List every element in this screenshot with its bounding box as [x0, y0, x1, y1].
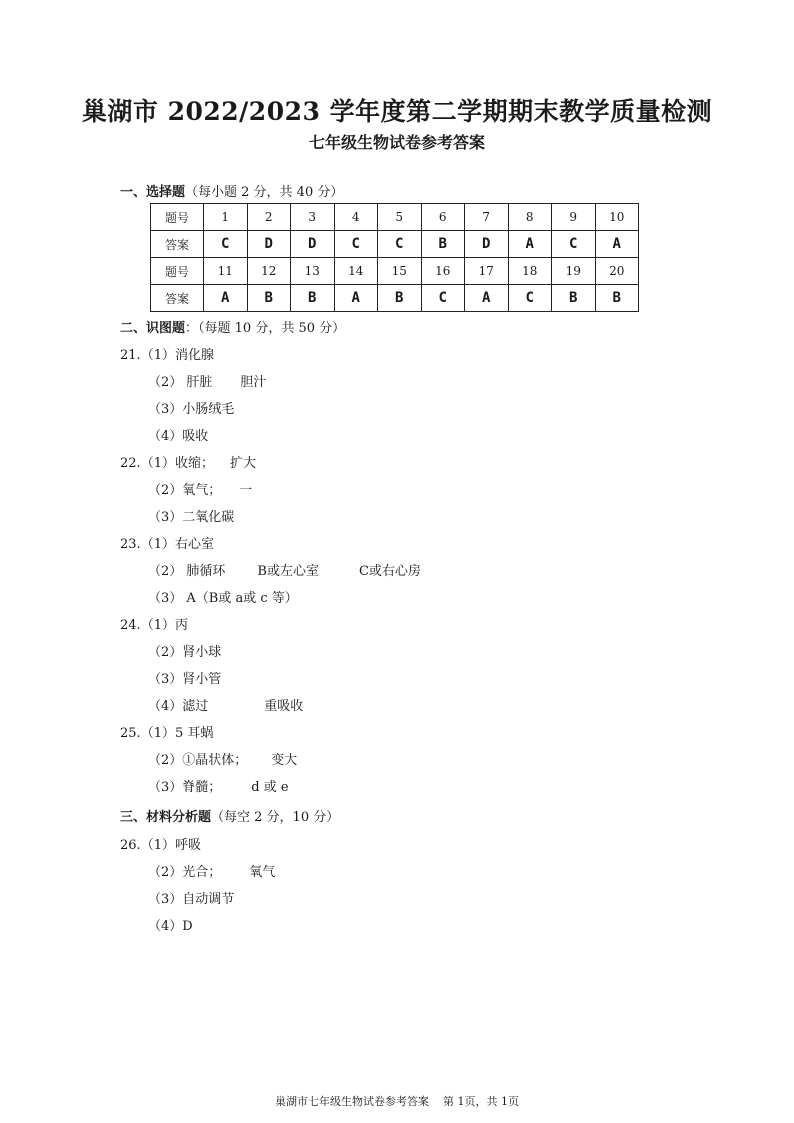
- section-3-heading: [120, 806, 339, 825]
- question-number: 20: [595, 258, 639, 285]
- question-number: 19: [552, 258, 596, 285]
- answer-cell: C: [334, 231, 378, 258]
- section-1-note: （每小题 2 分，共 40 分）: [185, 185, 344, 200]
- section-2-note: ：（每题 10 分，共 50 分）: [185, 321, 346, 336]
- question-number: 11: [204, 258, 248, 285]
- answer-text: （4）D: [148, 919, 193, 934]
- question-number: 26.: [120, 838, 141, 853]
- answer-cell: D: [465, 231, 509, 258]
- answer-text: （1）收缩；: [140, 456, 214, 471]
- footer-text: 巢湖市七年级生物试卷参考答案: [275, 1095, 429, 1108]
- table-row: [151, 258, 639, 285]
- section-3-note: （每空 2 分，10 分）: [211, 810, 340, 825]
- answer-text: （2）氧气；: [148, 483, 222, 498]
- answer-line: [148, 371, 266, 390]
- question-number: 5: [378, 204, 422, 231]
- answer-cell: B: [421, 231, 465, 258]
- table-row: [151, 285, 639, 312]
- section-1-heading: [120, 181, 343, 200]
- question-number: 10: [595, 204, 639, 231]
- question-number: 7: [465, 204, 509, 231]
- answer-cell: C: [508, 285, 552, 312]
- answer-text: （1）丙: [140, 618, 188, 633]
- answer-cell: D: [291, 231, 335, 258]
- question-number: 13: [291, 258, 335, 285]
- answer-line: [148, 915, 193, 934]
- answer-text: （3）自动调节: [148, 892, 235, 907]
- answer-text: C或右心房: [358, 564, 421, 579]
- answer-text: （1）呼吸: [140, 838, 201, 853]
- row-label: 题号: [151, 258, 204, 285]
- question-number: 14: [334, 258, 378, 285]
- answer-text: 重吸收: [264, 699, 304, 714]
- section-2-heading: [120, 317, 345, 336]
- question-number: 6: [421, 204, 465, 231]
- answer-line: [148, 695, 303, 714]
- answer-line: [148, 668, 221, 687]
- answer-text: （3）二氧化碳: [148, 510, 235, 525]
- question-number: 2: [247, 204, 291, 231]
- answer-cell: A: [508, 231, 552, 258]
- answer-line: [148, 479, 252, 498]
- page-footer: [0, 1093, 794, 1109]
- question-number: 25.: [120, 726, 141, 741]
- answer-line: [120, 614, 188, 633]
- answer-cell: B: [552, 285, 596, 312]
- page-title: 巢湖市 2022/2023 学年度第二学期期末教学质量检测: [81, 97, 713, 126]
- answer-text: （3） A（B或 a或 c 等）: [148, 591, 298, 606]
- question-number: 12: [247, 258, 291, 285]
- question-number: 8: [508, 204, 552, 231]
- answer-cell: C: [378, 231, 422, 258]
- answer-text: （1）5 耳蜗: [140, 726, 214, 741]
- question-number: 4: [334, 204, 378, 231]
- answer-text: （3）小肠绒毛: [148, 402, 235, 417]
- page-number: 第 1页，共 1页: [443, 1095, 519, 1108]
- answer-text: 扩大: [229, 456, 256, 471]
- question-number: 23.: [120, 537, 141, 552]
- section-1-title: 一、选择题: [120, 185, 186, 200]
- answer-line: [148, 587, 298, 606]
- answer-cell: A: [334, 285, 378, 312]
- answer-text: d 或 e: [251, 780, 289, 795]
- answer-cell: C: [421, 285, 465, 312]
- row-label: 答案: [151, 231, 204, 258]
- row-label: 题号: [151, 204, 204, 231]
- answer-text: B或左心室: [257, 564, 319, 579]
- answer-text: （3）脊髓；: [148, 780, 222, 795]
- question-number: 3: [291, 204, 335, 231]
- answer-cell: D: [247, 231, 291, 258]
- answer-text: （2）肾小球: [148, 645, 222, 660]
- answer-line: [148, 888, 234, 907]
- answer-cell: B: [291, 285, 335, 312]
- question-number: 16: [421, 258, 465, 285]
- section-2-title: 二、识图题: [120, 321, 186, 336]
- question-number: 1: [204, 204, 248, 231]
- answer-table: [150, 203, 639, 312]
- answer-line: [148, 425, 208, 444]
- answer-text: （3）肾小管: [148, 672, 222, 687]
- row-label: 答案: [151, 285, 204, 312]
- answer-line: [120, 344, 214, 363]
- answer-cell: C: [204, 231, 248, 258]
- answer-cell: B: [595, 285, 639, 312]
- answer-cell: A: [595, 231, 639, 258]
- answer-line: [148, 861, 275, 880]
- answer-text: （4）滤过: [148, 699, 209, 714]
- question-number: 18: [508, 258, 552, 285]
- question-number: 17: [465, 258, 509, 285]
- answer-line: [148, 776, 289, 795]
- answer-line: [148, 560, 421, 579]
- table-row: [151, 204, 639, 231]
- answer-text: （2） 肝脏: [148, 375, 213, 390]
- answer-cell: A: [465, 285, 509, 312]
- answer-line: [120, 834, 201, 853]
- question-number: 15: [378, 258, 422, 285]
- answer-line: [148, 641, 221, 660]
- answer-line: [148, 749, 297, 768]
- answer-line: [120, 452, 256, 471]
- page-subtitle: 七年级生物试卷参考答案: [308, 133, 485, 152]
- answer-cell: C: [552, 231, 596, 258]
- answer-line: [120, 722, 213, 741]
- answer-text: （4）吸收: [148, 429, 209, 444]
- answer-text: （2）光合；: [148, 865, 222, 880]
- answer-text: 氧气: [249, 865, 276, 880]
- answer-text: （2）①晶状体；: [148, 753, 248, 768]
- answer-cell: B: [378, 285, 422, 312]
- answer-text: （1）右心室: [140, 537, 214, 552]
- question-number: 22.: [120, 456, 141, 471]
- answer-text: 变大: [271, 753, 298, 768]
- question-number: 9: [552, 204, 596, 231]
- table-row: [151, 231, 639, 258]
- answer-text: 胆汁: [240, 375, 267, 390]
- answer-text: （2） 肺循环: [148, 564, 226, 579]
- answer-cell: A: [204, 285, 248, 312]
- answer-text: 一: [239, 483, 253, 498]
- answer-cell: B: [247, 285, 291, 312]
- answer-line: [120, 533, 214, 552]
- answer-line: [148, 398, 234, 417]
- section-3-title: 三、材料分析题: [120, 810, 212, 825]
- question-number: 21.: [120, 348, 141, 363]
- answer-text: （1）消化腺: [140, 348, 214, 363]
- question-number: 24.: [120, 618, 141, 633]
- answer-line: [148, 506, 234, 525]
